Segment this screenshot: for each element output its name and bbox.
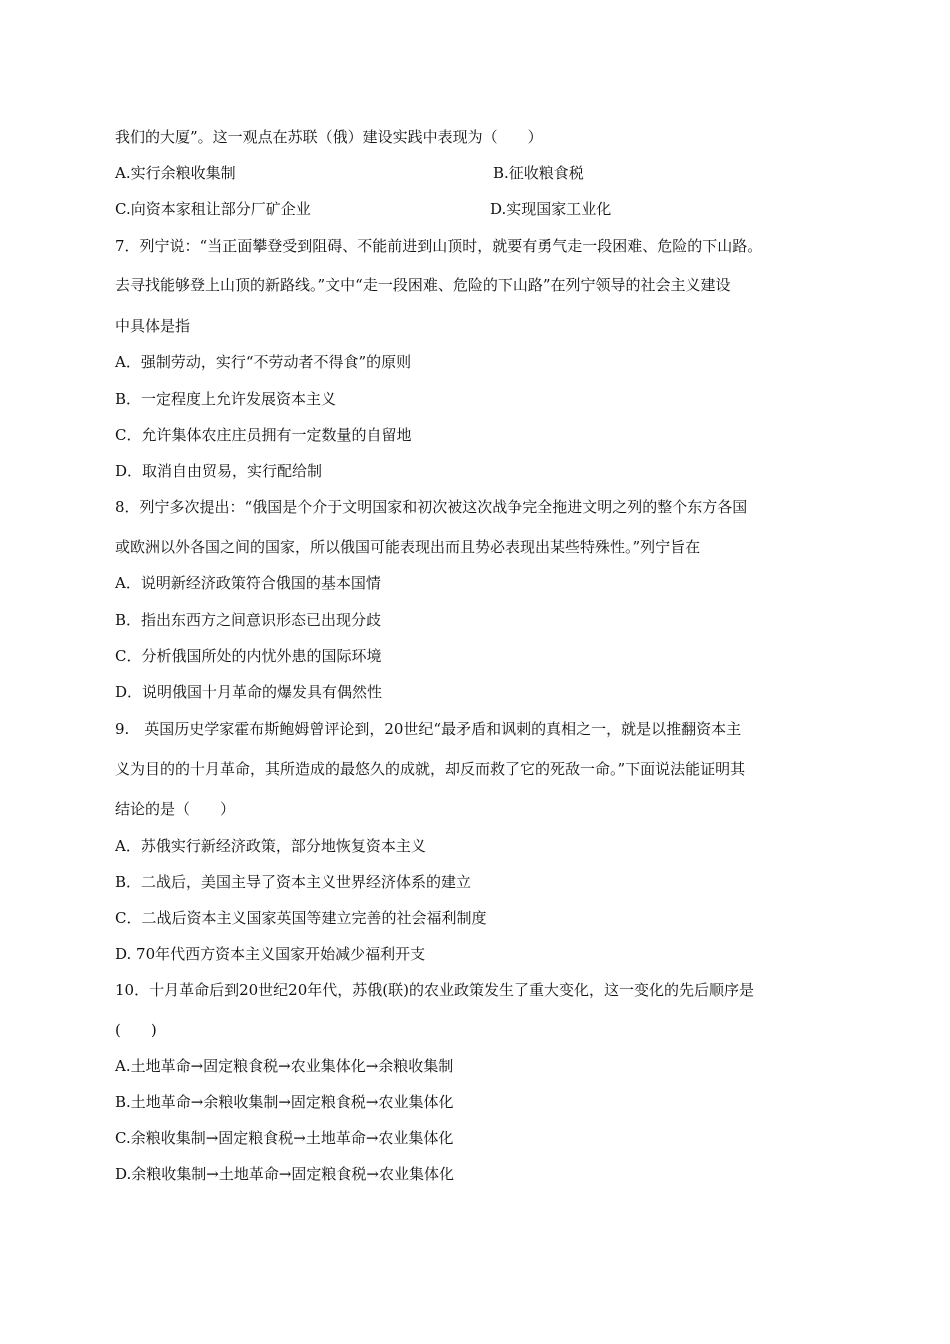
q7-stem-line-3: 中具体是指 bbox=[115, 317, 191, 335]
q9-stem-line-2: 义为目的的十月革命，其所造成的最悠久的成就，却反而救了它的死敌一命。”下面说法能证明其 bbox=[115, 760, 746, 778]
q9-stem-line-1: 9. 英国历史学家霍布斯鲍姆曾评论到，20世纪“最矛盾和讽刺的真相之一，就是以推翻资本主 bbox=[115, 720, 742, 738]
q8-stem-line-1: 8．列宁多次提出：“俄国是个介于文明国家和初次被这次战争完全拖进文明之列的整个东方各国 bbox=[115, 498, 748, 516]
q7-option-c[interactable]: C．允许集体农庄庄员拥有一定数量的自留地 bbox=[115, 426, 412, 444]
q6-option-b[interactable]: B.征收粮食税 bbox=[493, 164, 584, 182]
q10-option-d[interactable]: D.余粮收集制→土地革命→固定粮食税→农业集体化 bbox=[115, 1165, 454, 1183]
q10-option-b[interactable]: B.土地革命→余粮收集制→固定粮食税→农业集体化 bbox=[115, 1093, 454, 1111]
q9-option-b[interactable]: B．二战后，美国主导了资本主义世界经济体系的建立 bbox=[115, 873, 472, 891]
q6-stem-tail: 我们的大厦”。这一观点在苏联（俄）建设实践中表现为（ ） bbox=[115, 128, 543, 146]
q9-option-a[interactable]: A．苏俄实行新经济政策，部分地恢复资本主义 bbox=[115, 837, 426, 855]
q9-stem-line-3: 结论的是（ ） bbox=[115, 800, 236, 818]
q10-stem-line-2: ( ) bbox=[115, 1021, 157, 1039]
q10-option-a[interactable]: A.土地革命→固定粮食税→农业集体化→余粮收集制 bbox=[115, 1057, 454, 1075]
q8-stem-line-2: 或欧洲以外各国之间的国家，所以俄国可能表现出而且势必表现出某些特殊性。”列宁旨在 bbox=[115, 538, 701, 556]
q10-option-c[interactable]: C.余粮收集制→固定粮食税→土地革命→农业集体化 bbox=[115, 1129, 454, 1147]
q6-option-d[interactable]: D.实现国家工业化 bbox=[490, 200, 612, 218]
q8-option-c[interactable]: C．分析俄国所处的内忧外患的国际环境 bbox=[115, 647, 382, 665]
q10-stem-line-1: 10．十月革命后到20世纪20年代，苏俄(联)的农业政策发生了重大变化，这一变化的先后顺序是 bbox=[115, 981, 754, 999]
q7-stem-line-2: 去寻找能够登上山顶的新路线。”文中“走一段困难、危险的下山路”在列宁领导的社会主义建设 bbox=[115, 276, 731, 294]
q8-option-d[interactable]: D．说明俄国十月革命的爆发具有偶然性 bbox=[115, 683, 383, 701]
q7-option-a[interactable]: A．强制劳动，实行“不劳动者不得食”的原则 bbox=[115, 353, 412, 371]
q7-option-d[interactable]: D．取消自由贸易，实行配给制 bbox=[115, 462, 323, 480]
q9-option-d[interactable]: D. 70年代西方资本主义国家开始减少福利开支 bbox=[115, 945, 426, 963]
q7-option-b[interactable]: B．一定程度上允许发展资本主义 bbox=[115, 390, 337, 408]
q6-option-c[interactable]: C.向资本家租让部分厂矿企业 bbox=[115, 200, 311, 218]
q6-option-a[interactable]: A.实行余粮收集制 bbox=[115, 164, 236, 182]
q8-option-b[interactable]: B．指出东西方之间意识形态已出现分歧 bbox=[115, 611, 382, 629]
q8-option-a[interactable]: A．说明新经济政策符合俄国的基本国情 bbox=[115, 574, 381, 592]
q7-stem-line-1: 7．列宁说：“当正面攀登受到阻碍、不能前进到山顶时，就要有勇气走一段困难、危险的下山路。 bbox=[115, 237, 763, 255]
q9-option-c[interactable]: C．二战后资本主义国家英国等建立完善的社会福利制度 bbox=[115, 909, 487, 927]
